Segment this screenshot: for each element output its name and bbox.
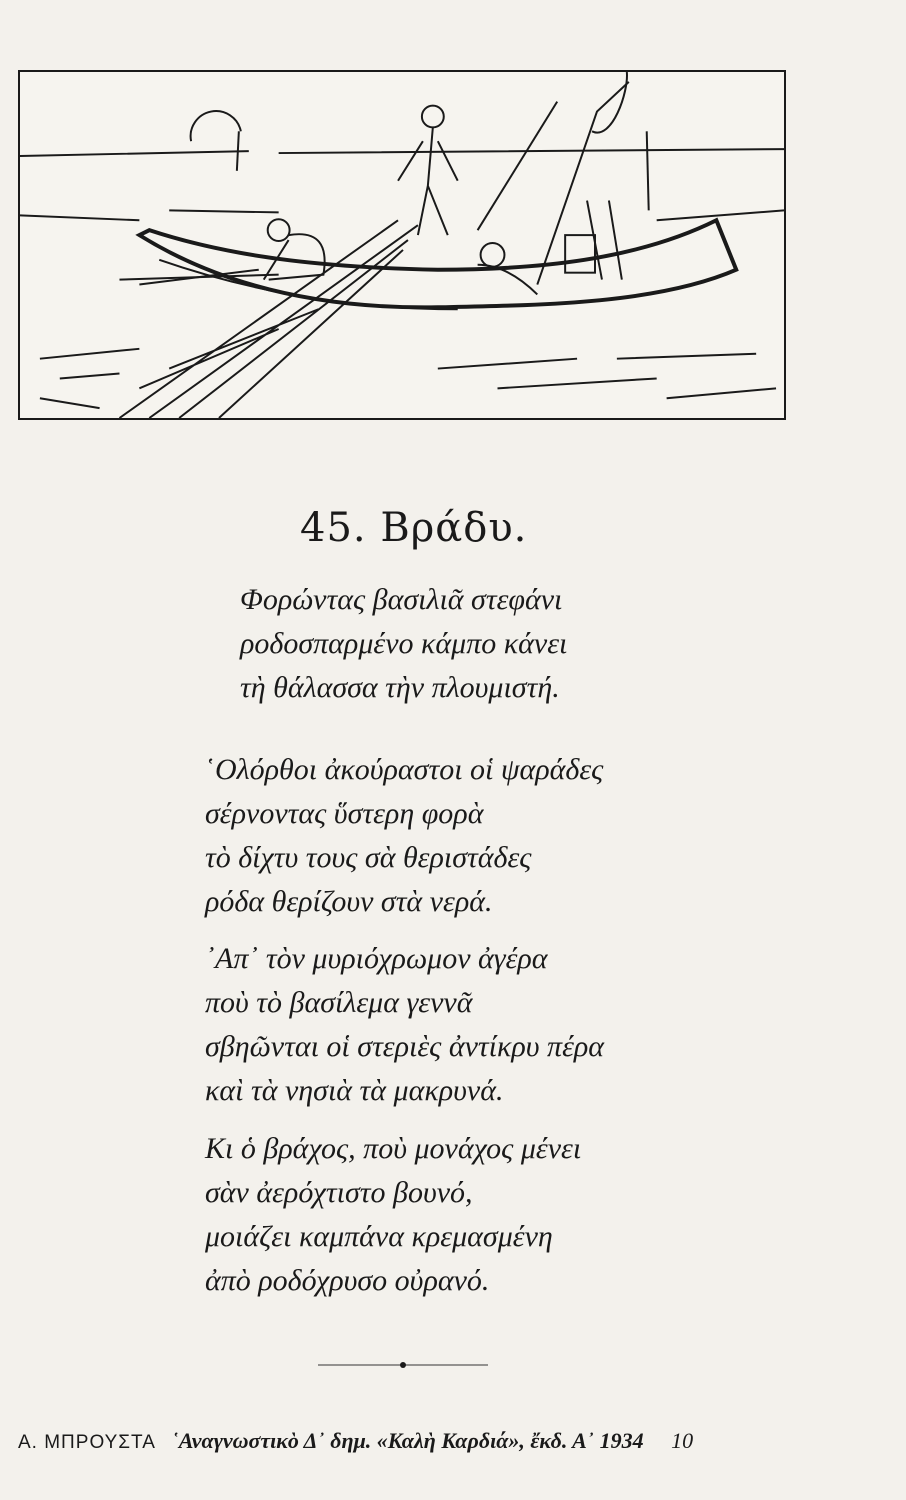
poem-line: σὰν ἀερόχτιστο βουνό, xyxy=(205,1176,473,1209)
poem-line: ἀπὸ ροδόχρυσο οὐρανό. xyxy=(205,1264,490,1297)
page-number: 10 xyxy=(671,1428,694,1453)
poem-line: ρόδα θερίζουν στὰ νερά. xyxy=(205,885,493,918)
poem-title: 45. Βράδυ. xyxy=(300,505,528,551)
stanza-3 xyxy=(205,937,604,1113)
stanza-2 xyxy=(205,748,603,924)
poem-line: τὴ θάλασσα τὴν πλουμιστή. xyxy=(240,671,560,704)
poem-line: σέρνοντας ὕστερη φορὰ xyxy=(205,797,484,830)
section-divider-ornament xyxy=(318,1360,488,1370)
fishermen-boat-drawing xyxy=(20,72,784,418)
poem-line: Φορώντας βασιλιᾶ στεφάνι xyxy=(240,583,563,616)
footer-citation: ῾Αναγνωστικὸ Δ᾿ δημ. «Καλὴ Καρδιά», ἔκδ. Α᾿ 1934 xyxy=(171,1428,644,1453)
poem-line: ποὺ τὸ βασίλεμα γεννᾶ xyxy=(205,986,473,1019)
poem-line: ᾿Απ᾿ τὸν μυριόχρωμον ἀγέρα xyxy=(205,942,548,975)
stanza-1 xyxy=(240,578,567,710)
poem-line: σβηῶνται οἱ στεριὲς ἀντίκρυ πέρα xyxy=(205,1030,605,1063)
poem-line: τὸ δίχτυ τους σὰ θεριστάδες xyxy=(205,841,532,874)
stanza-4 xyxy=(205,1127,581,1303)
poem-line: καὶ τὰ νησιὰ τὰ μακρυνά. xyxy=(205,1074,504,1107)
poem-line: μοιάζει καμπάνα κρεμασμένη xyxy=(205,1220,553,1253)
poem-line: ῾Ολόρθοι ἀκούραστοι οἱ ψαράδες xyxy=(205,753,604,786)
page-footer xyxy=(18,1428,693,1454)
poem-line: Κι ὁ βράχος, ποὺ μονάχος μένει xyxy=(205,1132,582,1165)
footer-author: Α. ΜΠΡΟΥΣΤΑ xyxy=(18,1432,156,1453)
fishing-boat-illustration xyxy=(18,70,786,420)
poem-line: ροδοσπαρμένο κάμπο κάνει xyxy=(240,627,568,660)
